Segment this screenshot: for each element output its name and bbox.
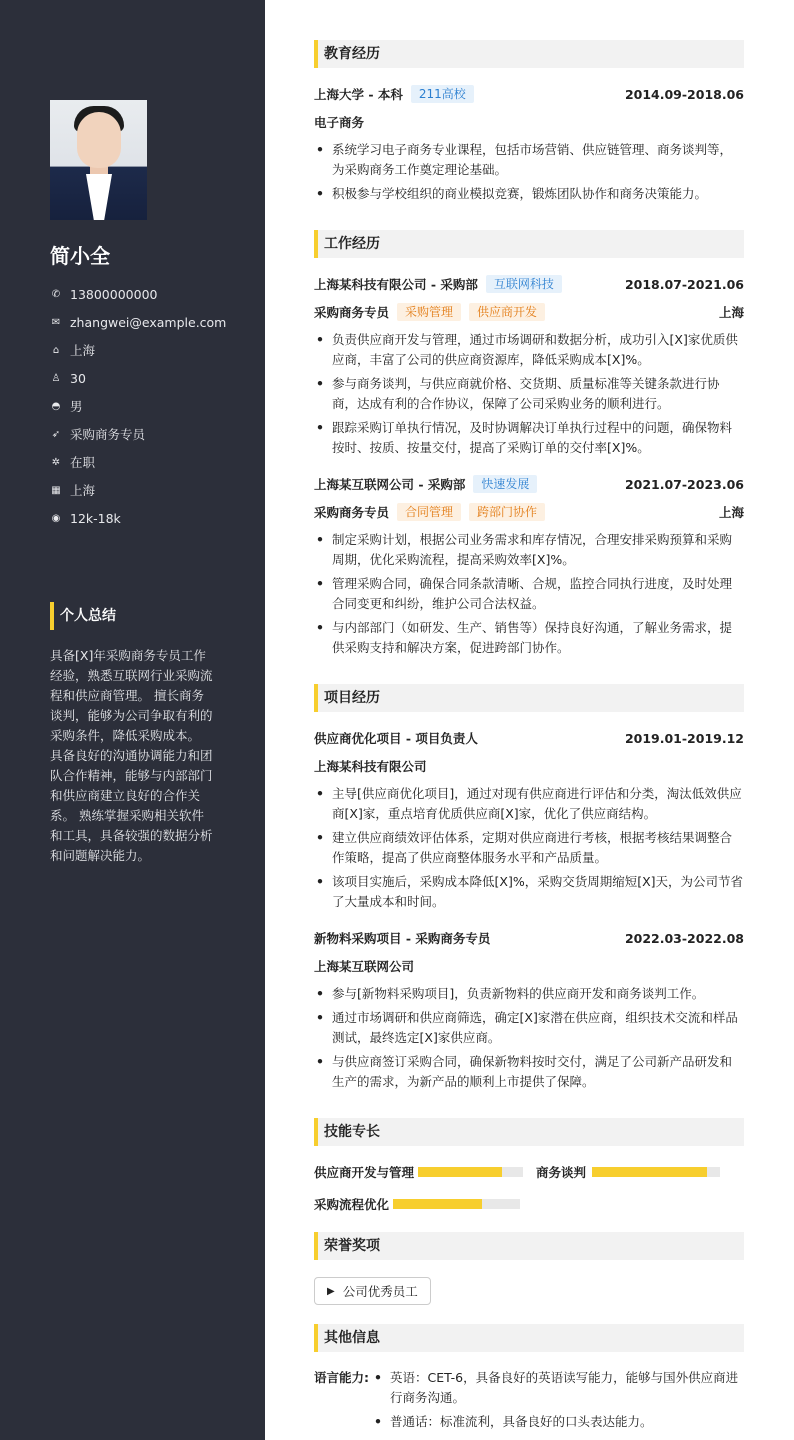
award-item[interactable] — [314, 1277, 431, 1305]
list-item: • 与供应商签订采购合同，确保新物料按时交付，满足了公司新产品研发和生产的需求，为新产品的顺利上市提供了保障。 — [314, 1052, 744, 1092]
project-company-row — [314, 956, 744, 976]
job-city: 上海 — [718, 505, 744, 520]
phone-icon: ✆ — [51, 288, 61, 300]
contact-home: ⌂ 上海 — [50, 336, 226, 364]
project-company: 上海某互联网公司 — [314, 959, 415, 974]
language-list — [372, 1368, 744, 1436]
school-tag: 211高校 — [411, 85, 474, 103]
list-item: • 管理采购合同，确保合同条款清晰、合规，监控合同执行进度，及时处理合同变更和纠纷，维护公司合法权益。 — [314, 574, 744, 614]
list-item: • 建立供应商绩效评估体系，定期对供应商进行考核，根据考核结果调整合作策略，提高了供应商整体服务水平和产品质量。 — [314, 828, 744, 868]
job-role: 采购商务专员 — [314, 305, 390, 320]
profile-photo — [50, 100, 147, 220]
company-tag: 快速发展 — [473, 475, 537, 493]
list-item: • 积极参与学校组织的商业模拟竞赛，锻炼团队协作和商务决策能力。 — [314, 184, 744, 204]
job-role-row — [314, 502, 744, 522]
project-date: 2022.03-2022.08 — [624, 930, 744, 946]
contact-list — [50, 280, 226, 532]
project-name: 供应商优化项目 - 项目负责人 — [314, 731, 478, 746]
section-title-other: 其他信息 — [314, 1324, 744, 1352]
list-item: • 负责供应商开发与管理，通过市场调研和数据分析，成功引入[X]家优质供应商，丰富了公司的供应商资源库，降低采购成本[X]%。 — [314, 330, 744, 370]
list-item: • 通过市场调研和供应商筛选，确定[X]家潜在供应商，组织技术交流和样品测试，最终选定[X]家供应商。 — [314, 1008, 744, 1048]
job-header — [314, 274, 744, 294]
contact-gender: ◓ 男 — [51, 399, 83, 414]
contact-job: ➶ 采购商务专员 — [51, 427, 146, 442]
project-name: 新物料采购项目 - 采购商务专员 — [314, 931, 491, 946]
job-date: 2021.07-2023.06 — [624, 476, 744, 492]
summary-text: 具备[X]年采购商务专员工作经验，熟悉互联网行业采购流程和供应商管理。 擅长商务谈判，能够为公司争取有利的采购条件，降低采购成本。 具备良好的沟通协调能力和团队合作精神，能够与内部部门和供应商建立良好的合作关系。 熟练掌握采购相关软件和工具，具备较强的数据分析和问题解决能力。 — [50, 648, 213, 863]
skill-item — [314, 1162, 523, 1182]
home-icon: ⌂ — [52, 344, 60, 356]
city-icon: ▦ — [51, 484, 61, 496]
award-label: 公司优秀员工 — [342, 1284, 418, 1299]
contact-status: ✲ 在职 — [51, 455, 96, 470]
project-company: 上海某科技有限公司 — [314, 759, 427, 774]
list-item: • 与内部部门（如研发、生产、销售等）保持良好沟通，了解业务需求，提供采购支持和解决方案，促进跨部门协作。 — [314, 618, 744, 658]
project-header — [314, 728, 744, 748]
list-item: • 系统学习电子商务专业课程，包括市场营销、供应链管理、商务谈判等，为采购商务工作奠定理论基础。 — [314, 140, 744, 180]
skill-name: 商务谈判 — [536, 1165, 587, 1180]
skill-item — [314, 1194, 520, 1214]
salary-icon: ◉ — [51, 512, 61, 524]
list-item: • 英语：CET-6，具备良好的英语读写能力，能够与国外供应商进行商务沟通。 — [372, 1368, 744, 1408]
education-date: 2014.09-2018.06 — [624, 86, 744, 102]
job-city: 上海 — [718, 305, 744, 320]
job-bullets — [314, 530, 744, 662]
project-company-row — [314, 756, 744, 776]
mail-icon: ✉ — [51, 316, 61, 328]
skill-bar — [418, 1167, 523, 1177]
company-name: 上海某科技有限公司 - 采购部 — [314, 277, 478, 292]
section-title-skills: 技能专长 — [314, 1118, 744, 1146]
list-item: • 参与[新物料采购项目]，负责新物料的供应商开发和商务谈判工作。 — [314, 984, 744, 1004]
job-date: 2018.07-2021.06 — [624, 276, 744, 292]
list-item: • 主导[供应商优化项目]，通过对现有供应商进行评估和分类，淘汰低效供应商[X]家，重点培育优质供应商[X]家，优化了供应商结构。 — [314, 784, 744, 824]
job-tag: 供应商开发 — [469, 303, 545, 321]
job-tag: 合同管理 — [397, 503, 461, 521]
job-role: 采购商务专员 — [314, 505, 390, 520]
education-bullets — [314, 140, 744, 208]
job-tag: 跨部门协作 — [469, 503, 545, 521]
skill-bar — [393, 1199, 520, 1209]
education-header — [314, 84, 744, 104]
list-item: • 该项目实施后，采购成本降低[X]%，采购交货周期缩短[X]天，为公司节省了大量成本和时间。 — [314, 872, 744, 912]
project-header — [314, 928, 744, 948]
profile-name: 简小全 — [50, 244, 110, 268]
contact-salary: ◉ 12k-18k — [51, 510, 121, 526]
contact-city: ▦ 上海 — [51, 483, 96, 498]
job-role-row — [314, 302, 744, 322]
list-item: • 制定采购计划，根据公司业务需求和库存情况，合理安排采购预算和采购周期，优化采购流程，提高采购效率[X]%。 — [314, 530, 744, 570]
play-icon: ▶ — [327, 1285, 335, 1297]
project-bullets — [314, 784, 744, 916]
status-icon: ✲ — [51, 456, 61, 468]
school-name: 上海大学 - 本科 — [314, 87, 403, 102]
skill-bar — [592, 1167, 720, 1177]
company-tag: 互联网科技 — [486, 275, 562, 293]
skill-name: 供应商开发与管理 — [314, 1165, 415, 1180]
major: 电子商务 — [314, 115, 365, 130]
skill-bar-fill — [592, 1167, 707, 1177]
job-bullets — [314, 330, 744, 462]
skill-item — [536, 1162, 720, 1182]
age-icon: ♙ — [51, 372, 61, 384]
contact-email: ✉ zhangwei@example.com — [51, 314, 227, 330]
job-header — [314, 474, 744, 494]
section-title-awards: 荣誉奖项 — [314, 1232, 744, 1260]
skill-bar-fill — [418, 1167, 502, 1177]
job-icon: ➶ — [51, 428, 61, 440]
language-label: 语言能力: — [314, 1370, 369, 1385]
sidebar — [0, 0, 265, 1440]
gender-icon: ◓ — [51, 400, 61, 412]
section-title-education: 教育经历 — [314, 40, 744, 68]
list-item: • 普通话：标准流利，具备良好的口头表达能力。 — [372, 1412, 744, 1432]
contact-phone: ✆ 13800000000 — [51, 286, 158, 302]
summary-title: 个人总结 — [50, 602, 116, 630]
section-title-projects: 项目经历 — [314, 684, 744, 712]
list-item: • 参与商务谈判，与供应商就价格、交货期、质量标准等关键条款进行协商，达成有利的合作协议，保障了公司采购业务的顺利进行。 — [314, 374, 744, 414]
company-name: 上海某互联网公司 - 采购部 — [314, 477, 466, 492]
section-title-work: 工作经历 — [314, 230, 744, 258]
project-date: 2019.01-2019.12 — [624, 730, 744, 746]
contact-age: ♙ 30 — [51, 370, 86, 386]
job-tag: 采购管理 — [397, 303, 461, 321]
project-bullets — [314, 984, 744, 1096]
skill-name: 采购流程优化 — [314, 1197, 390, 1212]
skill-bar-fill — [393, 1199, 482, 1209]
list-item: • 跟踪采购订单执行情况，及时协调解决订单执行过程中的问题，确保物料按时、按质、按量交付，提高了采购订单的交付率[X]%。 — [314, 418, 744, 458]
education-major-row — [314, 112, 744, 132]
